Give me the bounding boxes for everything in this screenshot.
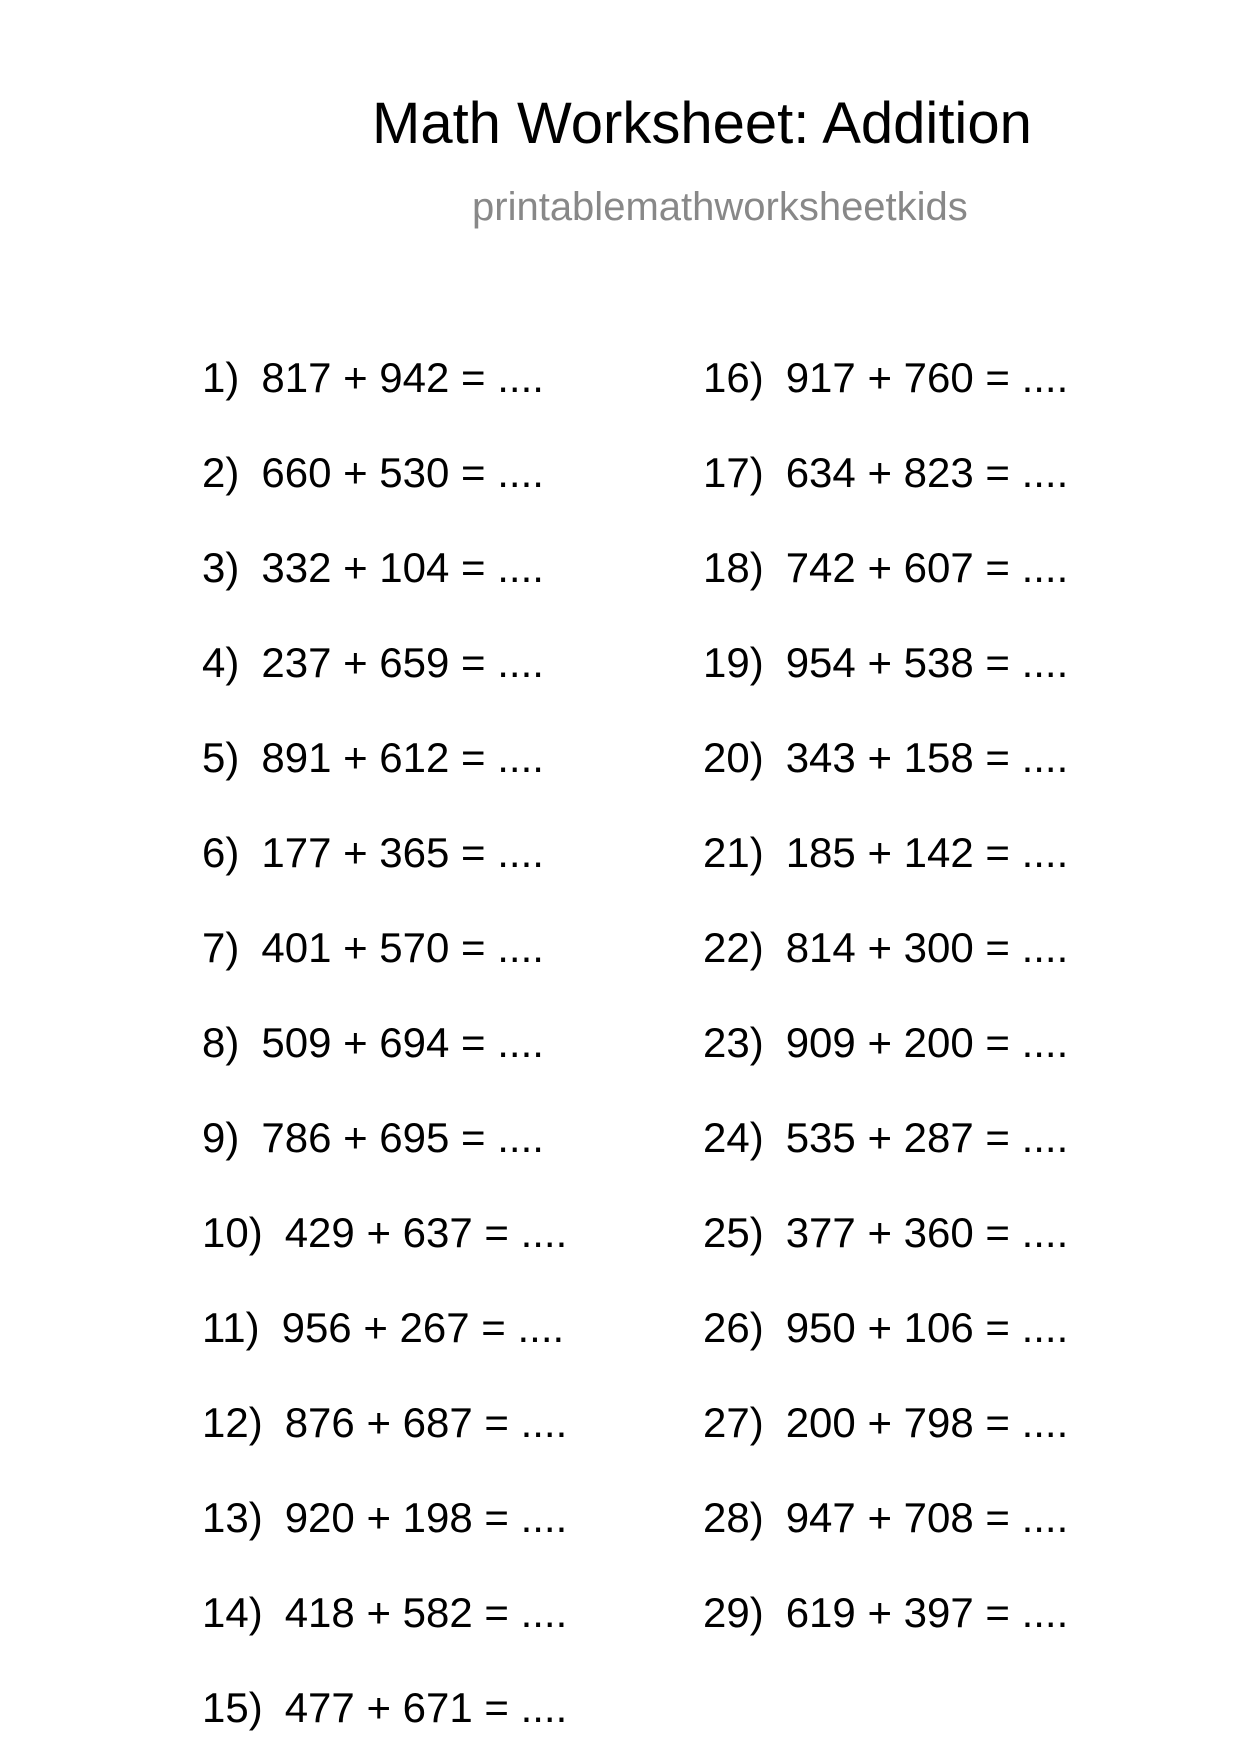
problem-expression: 429 + 637 = .... (284, 1209, 568, 1256)
problem-number: 4) (202, 639, 240, 686)
problem-3 (202, 544, 544, 592)
problem-expression: 634 + 823 = .... (785, 449, 1069, 496)
problem-expression: 742 + 607 = .... (785, 544, 1069, 591)
problem-number: 20) (703, 734, 764, 781)
problem-number: 24) (703, 1114, 764, 1161)
problem-number: 10) (202, 1209, 263, 1256)
problem-number: 27) (703, 1399, 764, 1446)
problem-expression: 956 + 267 = .... (281, 1304, 565, 1351)
problem-number: 12) (202, 1399, 263, 1446)
problem-expression: 917 + 760 = .... (785, 354, 1069, 401)
problem-expression: 200 + 798 = .... (785, 1399, 1069, 1446)
problem-18 (703, 544, 1068, 592)
problem-expression: 876 + 687 = .... (284, 1399, 568, 1446)
problem-23 (703, 1019, 1068, 1067)
problem-expression: 401 + 570 = .... (261, 924, 544, 971)
problem-8 (202, 1019, 544, 1067)
problem-expression: 509 + 694 = .... (261, 1019, 544, 1066)
problem-number: 9) (202, 1114, 240, 1161)
problem-16 (703, 354, 1068, 402)
problem-expression: 535 + 287 = .... (785, 1114, 1069, 1161)
problem-expression: 237 + 659 = .... (261, 639, 544, 686)
problem-number: 22) (703, 924, 764, 971)
problem-22 (703, 924, 1068, 972)
problem-number: 16) (703, 354, 764, 401)
problem-13 (202, 1494, 567, 1542)
problem-expression: 950 + 106 = .... (785, 1304, 1069, 1351)
problem-number: 14) (202, 1589, 263, 1636)
problem-expression: 619 + 397 = .... (785, 1589, 1069, 1636)
problem-expression: 891 + 612 = .... (261, 734, 544, 781)
page-subtitle: printablemathworksheetkids (472, 185, 968, 229)
problem-28 (703, 1494, 1068, 1542)
problem-number: 21) (703, 829, 764, 876)
problem-10 (202, 1209, 567, 1257)
problem-6 (202, 829, 544, 877)
problem-expression: 954 + 538 = .... (785, 639, 1069, 686)
problem-number: 25) (703, 1209, 764, 1256)
problem-number: 26) (703, 1304, 764, 1351)
problem-number: 8) (202, 1019, 240, 1066)
problem-1 (202, 354, 544, 402)
page-title: Math Worksheet: Addition (372, 91, 1032, 156)
problem-number: 1) (202, 354, 240, 401)
problem-11 (202, 1304, 564, 1352)
problem-29 (703, 1589, 1068, 1637)
problem-number: 15) (202, 1684, 263, 1731)
problem-24 (703, 1114, 1068, 1162)
problem-14 (202, 1589, 567, 1637)
problem-expression: 477 + 671 = .... (284, 1684, 568, 1731)
problem-4 (202, 639, 544, 687)
problem-21 (703, 829, 1068, 877)
problem-number: 6) (202, 829, 240, 876)
problem-expression: 920 + 198 = .... (284, 1494, 568, 1541)
problem-number: 11) (202, 1304, 260, 1351)
problem-expression: 786 + 695 = .... (261, 1114, 544, 1161)
problem-expression: 947 + 708 = .... (785, 1494, 1069, 1541)
problem-number: 13) (202, 1494, 263, 1541)
problem-number: 17) (703, 449, 764, 496)
problem-number: 3) (202, 544, 240, 591)
problem-20 (703, 734, 1068, 782)
problem-number: 28) (703, 1494, 764, 1541)
problem-expression: 343 + 158 = .... (785, 734, 1069, 781)
problem-12 (202, 1399, 567, 1447)
problem-expression: 660 + 530 = .... (261, 449, 544, 496)
problem-number: 2) (202, 449, 240, 496)
problem-expression: 814 + 300 = .... (785, 924, 1069, 971)
problem-expression: 817 + 942 = .... (261, 354, 544, 401)
problem-25 (703, 1209, 1068, 1257)
problem-number: 19) (703, 639, 764, 686)
problem-15 (202, 1684, 567, 1732)
problem-17 (703, 449, 1068, 497)
problem-19 (703, 639, 1068, 687)
problem-expression: 185 + 142 = .... (785, 829, 1069, 876)
problem-number: 5) (202, 734, 240, 781)
problem-expression: 909 + 200 = .... (785, 1019, 1069, 1066)
problem-expression: 177 + 365 = .... (261, 829, 544, 876)
problem-number: 23) (703, 1019, 764, 1066)
problem-expression: 332 + 104 = .... (261, 544, 544, 591)
problem-9 (202, 1114, 544, 1162)
problem-expression: 377 + 360 = .... (785, 1209, 1069, 1256)
problem-7 (202, 924, 544, 972)
problem-number: 7) (202, 924, 240, 971)
problem-26 (703, 1304, 1068, 1352)
problem-number: 18) (703, 544, 764, 591)
problem-27 (703, 1399, 1068, 1447)
problem-5 (202, 734, 544, 782)
problem-2 (202, 449, 544, 497)
problem-number: 29) (703, 1589, 764, 1636)
problem-expression: 418 + 582 = .... (284, 1589, 568, 1636)
